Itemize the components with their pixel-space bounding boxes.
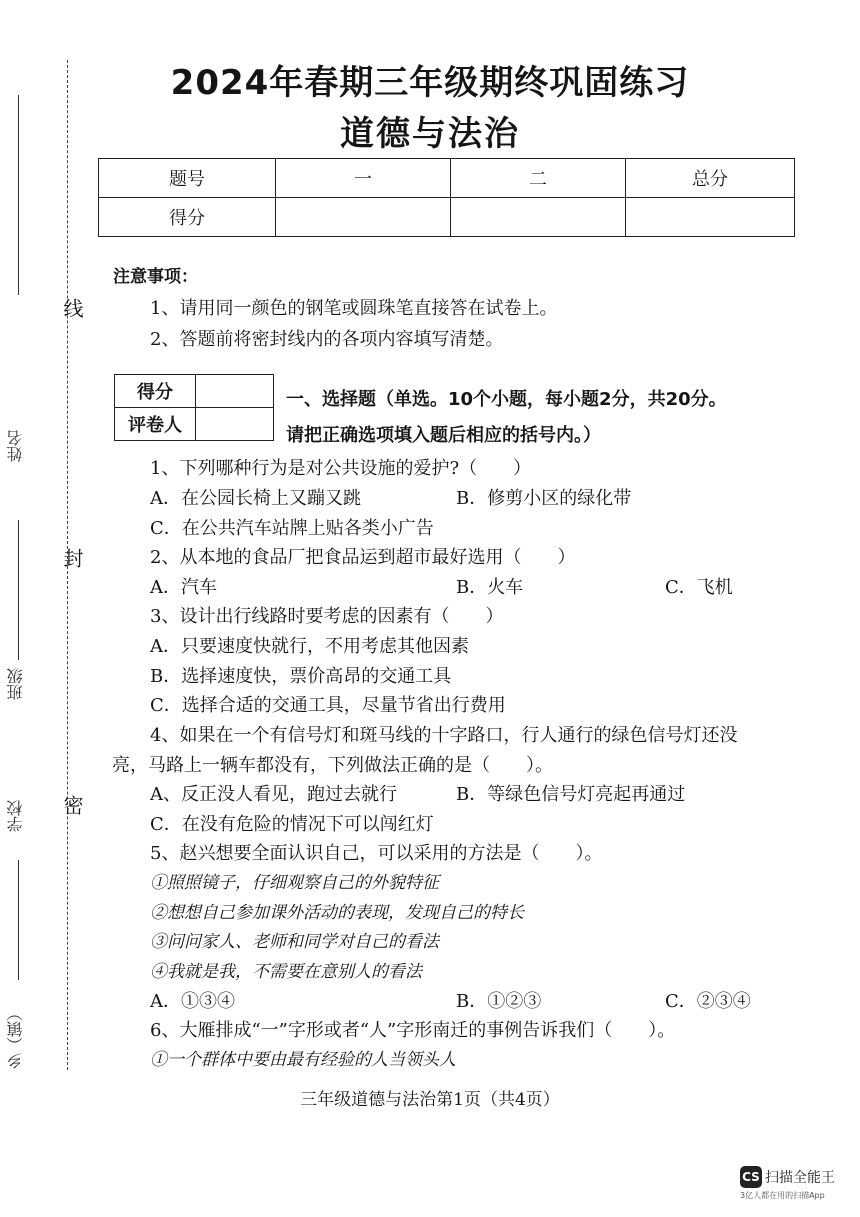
page-footer: 三年级道德与法治第1页（共4页）: [300, 1090, 560, 1110]
scanner-watermark: [740, 1166, 835, 1201]
question-4-stem: 4、如果在一个有信号灯和斑马线的十字路口，行人通行的绿色信号灯还没: [150, 725, 738, 746]
marker-grader-input[interactable]: [196, 408, 274, 441]
score-table-cell: 题号: [99, 159, 276, 198]
question-5-option-a[interactable]: A．①③④: [150, 991, 235, 1012]
score-table-cell: 一: [276, 159, 451, 198]
score-table: [98, 158, 795, 237]
question-5-statement-3: ③问问家人、老师和同学对自己的看法: [150, 932, 439, 952]
exam-title: 2024年春期三年级期终巩固练习: [170, 63, 690, 103]
question-1-option-a[interactable]: A．在公园长椅上又蹦又跳: [150, 488, 361, 509]
question-2-stem: 2、从本地的食品厂把食品运到超市最好选用（ ）: [150, 547, 576, 568]
section-heading-instruction: 请把正确选项填入题后相应的括号内。）: [286, 425, 601, 446]
score-table-input-cell[interactable]: [276, 198, 451, 237]
question-1-stem: 1、下列哪种行为是对公共设施的爱护?（ ）: [150, 458, 532, 479]
question-4-option-a[interactable]: A、反正没人看见，跑过去就行: [150, 784, 397, 805]
question-2-option-b[interactable]: B．火车: [456, 577, 524, 598]
score-table-input-cell[interactable]: [626, 198, 795, 237]
question-5-statement-4: ④我就是我，不需要在意别人的看法: [150, 962, 422, 982]
score-table-cell: 二: [451, 159, 626, 198]
question-2-option-c[interactable]: C．飞机: [665, 577, 733, 598]
score-table-cell: 得分: [99, 198, 276, 237]
score-table-score-row: [99, 198, 795, 237]
subject-title: 道德与法治: [340, 114, 520, 154]
question-3-option-c[interactable]: C．选择合适的交通工具，尽量节省出行费用: [150, 695, 506, 716]
marker-grader-label: 评卷人: [115, 408, 196, 441]
marker-score-input[interactable]: [196, 375, 274, 408]
score-table-cell: 总分: [626, 159, 795, 198]
score-table-header-row: [99, 159, 795, 198]
question-4-option-c[interactable]: C．在没有危险的情况下可以闯红灯: [150, 814, 434, 835]
notes-item: 2、答题前将密封线内的各项内容填写清楚。: [150, 329, 504, 350]
question-3-option-b[interactable]: B．选择速度快，票价高昂的交通工具: [150, 666, 452, 687]
question-1-option-b[interactable]: B．修剪小区的绿化带: [456, 488, 632, 509]
scanner-tagline: 3亿人都在用的扫描App: [740, 1191, 825, 1200]
seal-char-mi: 密: [60, 795, 84, 815]
question-5-stem: 5、赵兴想要全面认识自己，可以采用的方法是（ ）。: [150, 843, 603, 864]
question-2-option-a[interactable]: A．汽车: [150, 577, 217, 598]
margin-field-township: 乡（镇）: [6, 1005, 25, 1069]
margin-solid-line: [18, 520, 19, 660]
question-6-stem: 6、大雁排成“一”字形或者“人”字形南迁的事例告诉我们（ ）。: [150, 1020, 676, 1041]
question-5-option-c[interactable]: C．②③④: [665, 991, 751, 1012]
question-1-option-c[interactable]: C．在公共汽车站牌上贴各类小广告: [150, 518, 434, 539]
question-3-stem: 3、设计出行线路时要考虑的因素有（ ）: [150, 606, 504, 627]
margin-field-class: 班级: [6, 668, 25, 700]
section-heading: 一、选择题（单选。10个小题，每小题2分，共20分。: [286, 389, 727, 410]
notes-heading: 注意事项：: [113, 267, 198, 287]
marker-score-label: 得分: [115, 375, 196, 408]
question-6-statement-1: ①一个群体中要由最有经验的人当领头人: [150, 1050, 456, 1070]
question-5-statement-2: ②想想自己参加课外活动的表现，发现自己的特长: [150, 903, 524, 923]
marker-box: [114, 374, 274, 441]
question-5-statement-1: ①照照镜子，仔细观察自己的外貌特征: [150, 873, 439, 893]
question-5-option-b[interactable]: B．①②③: [456, 991, 542, 1012]
notes-item: 1、请用同一颜色的钢笔或圆珠笔直接答在试卷上。: [150, 298, 558, 319]
score-table-input-cell[interactable]: [451, 198, 626, 237]
margin-field-school: 学校: [6, 800, 25, 832]
question-3-option-a[interactable]: A．只要速度快就行，不用考虑其他因素: [150, 636, 469, 657]
margin-field-name: 姓名: [6, 430, 25, 462]
margin-solid-line: [18, 860, 19, 980]
scanner-logo-icon: CS: [740, 1166, 762, 1188]
seal-char-xian: 线: [60, 298, 84, 318]
scanner-app-name: 扫描全能王: [765, 1170, 835, 1186]
question-4-stem-continued: 亮，马路上一辆车都没有，下列做法正确的是（ ）。: [112, 755, 553, 776]
seal-char-feng: 封: [60, 548, 84, 568]
question-4-option-b[interactable]: B．等绿色信号灯亮起再通过: [456, 784, 686, 805]
